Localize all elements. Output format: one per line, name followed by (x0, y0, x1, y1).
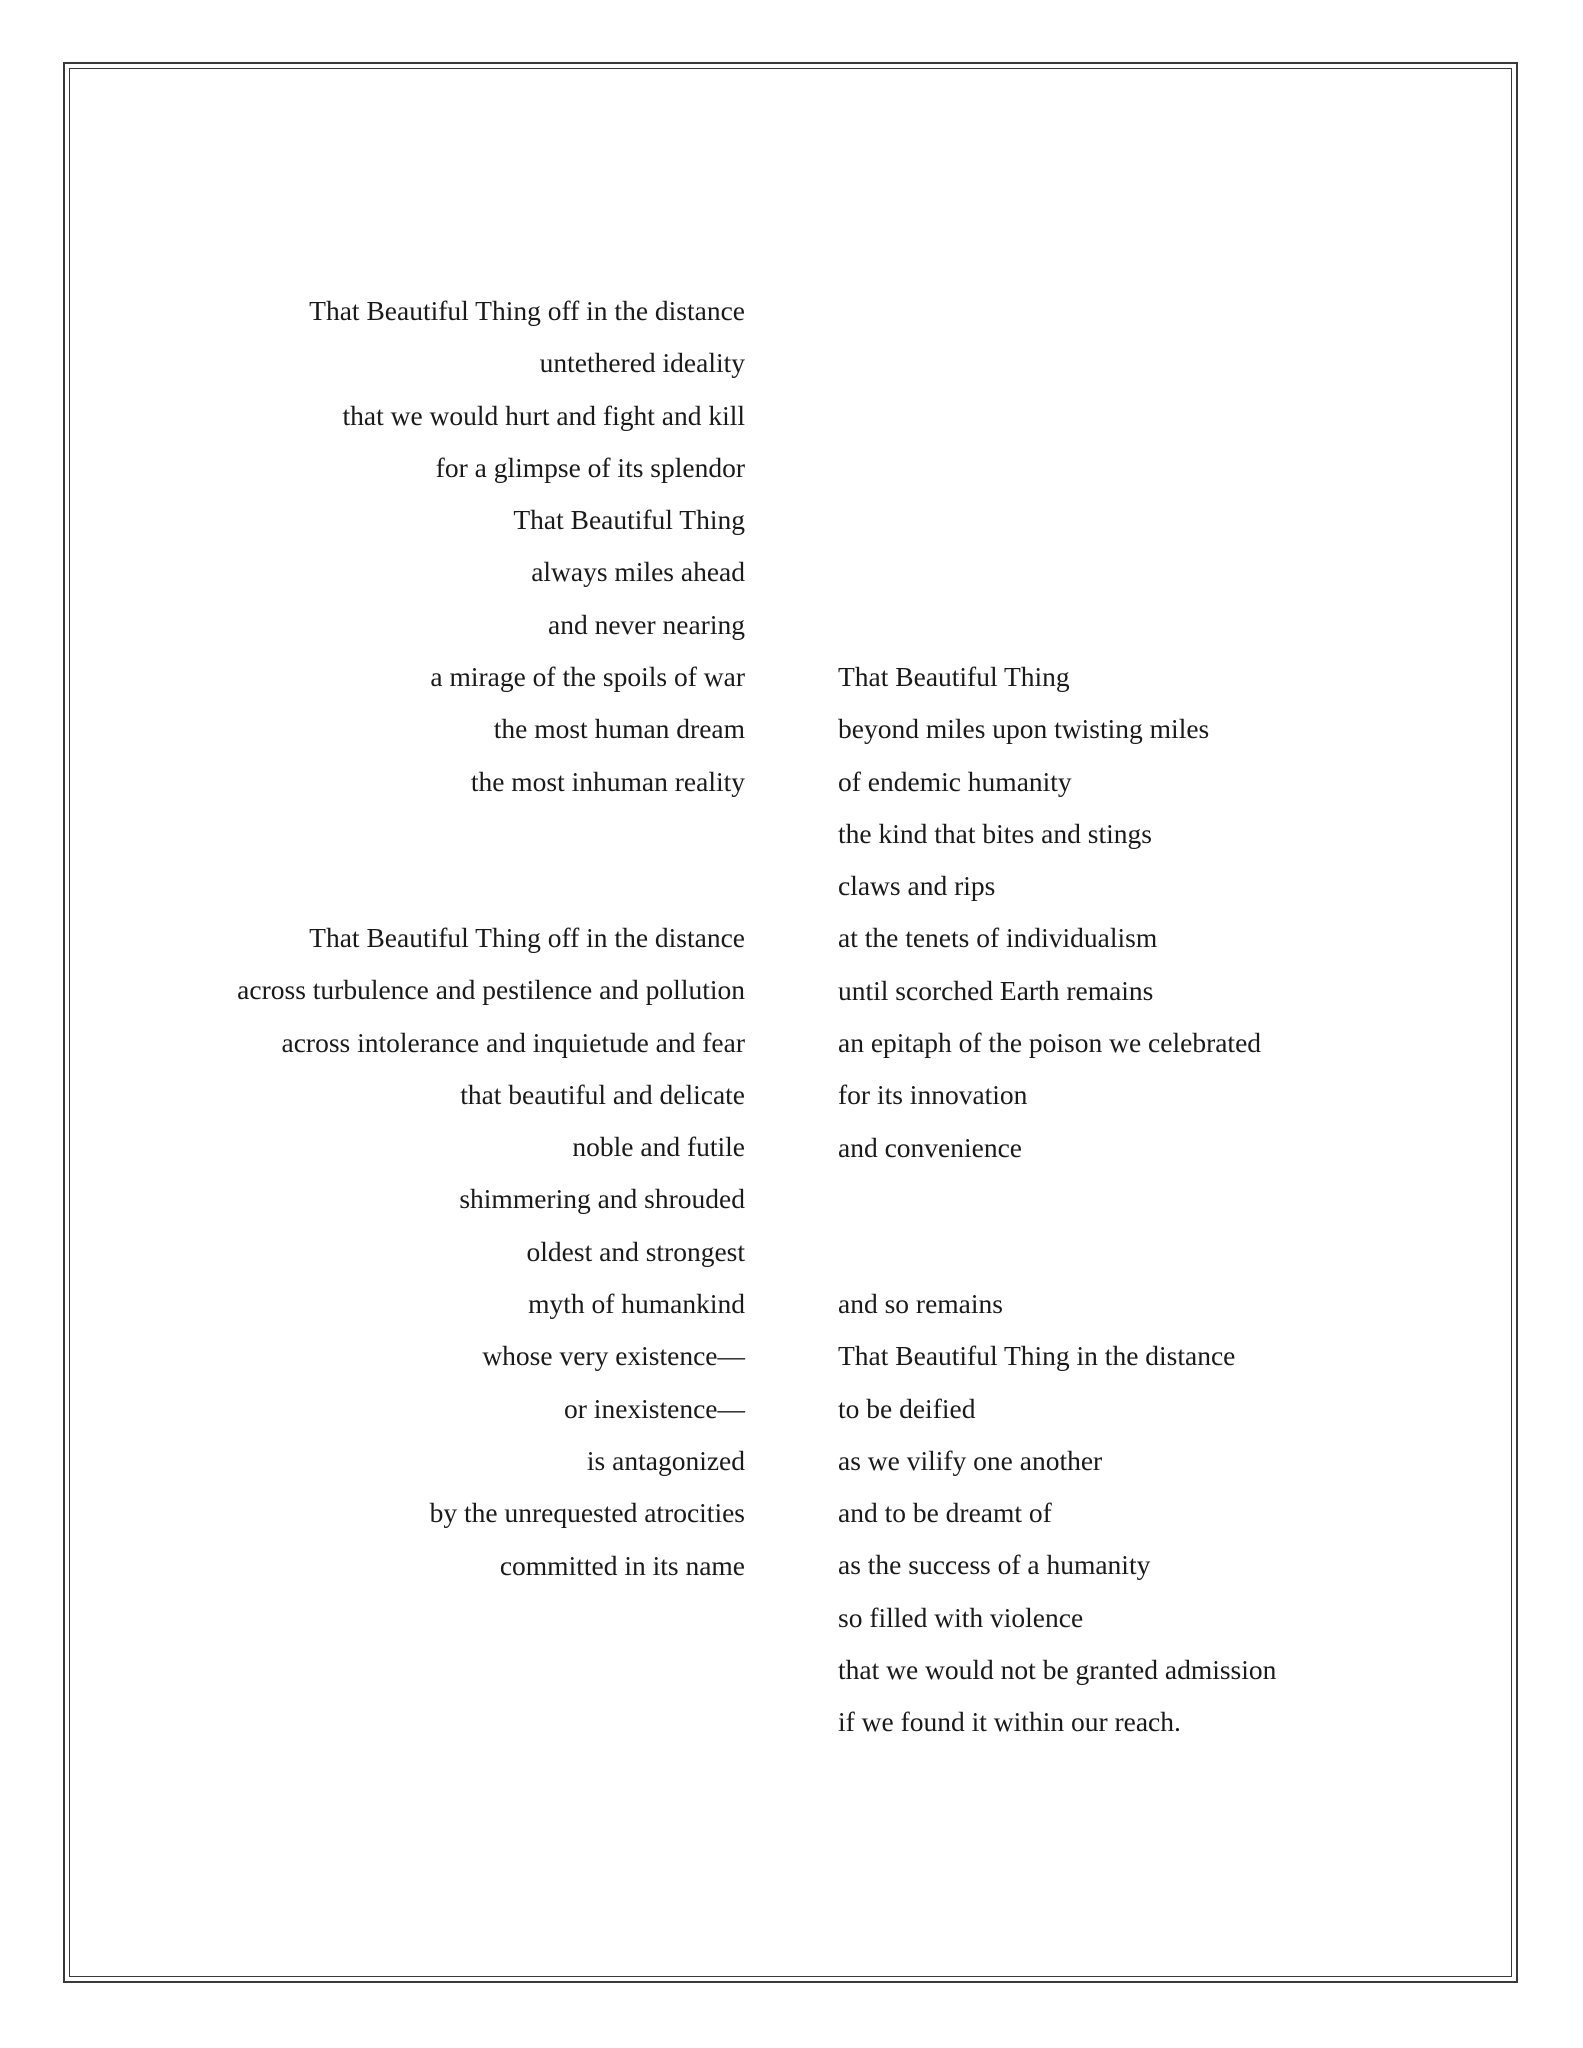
poem-line: if we found it within our reach. (838, 1706, 1181, 1738)
poem-line: that we would hurt and fight and kill (342, 399, 745, 431)
poem-line: and to be dreamt of (838, 1497, 1052, 1529)
poem-line: whose very existence— (482, 1340, 745, 1372)
poem-line: committed in its name (499, 1549, 745, 1581)
poem-line: the most human dream (493, 713, 745, 745)
poem-line: an epitaph of the poison we celebrated (838, 1027, 1262, 1059)
poem-line: is antagonized (586, 1444, 745, 1476)
poem-line: oldest and strongest (526, 1235, 745, 1267)
poem-line: myth of humankind (528, 1288, 745, 1320)
poem-line: That Beautiful Thing (513, 504, 745, 536)
poem-line: as we vilify one another (838, 1444, 1103, 1476)
poem-line: or inexistence— (564, 1392, 745, 1424)
poem-line: claws and rips (838, 870, 996, 902)
left-stanza-2 (60, 912, 745, 1592)
poem-line: untethered ideality (539, 347, 745, 379)
right-stanza-1 (838, 651, 1498, 1174)
poem-line: across turbulence and pestilence and pollution (237, 974, 745, 1006)
poem-line: noble and futile (572, 1131, 745, 1163)
poem-line: for its innovation (838, 1079, 1028, 1111)
right-stanza-2 (838, 1278, 1498, 1749)
poem-line: for a glimpse of its splendor (435, 451, 745, 483)
poem-line: until scorched Earth remains (838, 974, 1154, 1006)
poem-line: and never nearing (548, 608, 745, 640)
poem-line: at the tenets of individualism (838, 922, 1158, 954)
left-stanza-1 (60, 285, 745, 808)
poem-line: beyond miles upon twisting miles (838, 713, 1210, 745)
poem-line: that beautiful and delicate (460, 1078, 745, 1110)
poem-line: across intolerance and inquietude and fear (281, 1026, 745, 1058)
poem-line: and convenience (838, 1131, 1023, 1163)
poem-line: always miles ahead (531, 556, 745, 588)
poem-line: the kind that bites and stings (838, 817, 1152, 849)
poem-line: that we would not be granted admission (838, 1654, 1277, 1686)
poem-line: to be deified (838, 1392, 976, 1424)
poem-line: That Beautiful Thing in the distance (838, 1340, 1236, 1372)
poem-line: so filled with violence (838, 1601, 1084, 1633)
poem-line: shimmering and shrouded (459, 1183, 745, 1215)
poem-line: That Beautiful Thing off in the distance (309, 922, 745, 953)
poem-line: and so remains (838, 1288, 1003, 1319)
poem-line: the most inhuman reality (470, 765, 745, 797)
poem-line: of endemic humanity (838, 765, 1072, 797)
poem-line: That Beautiful Thing off in the distance (309, 295, 745, 326)
poem-line: by the unrequested atrocities (429, 1497, 745, 1529)
poem-line: a mirage of the spoils of war (430, 661, 745, 693)
poem-line: That Beautiful Thing (838, 661, 1070, 692)
poem-line: as the success of a humanity (838, 1549, 1151, 1581)
